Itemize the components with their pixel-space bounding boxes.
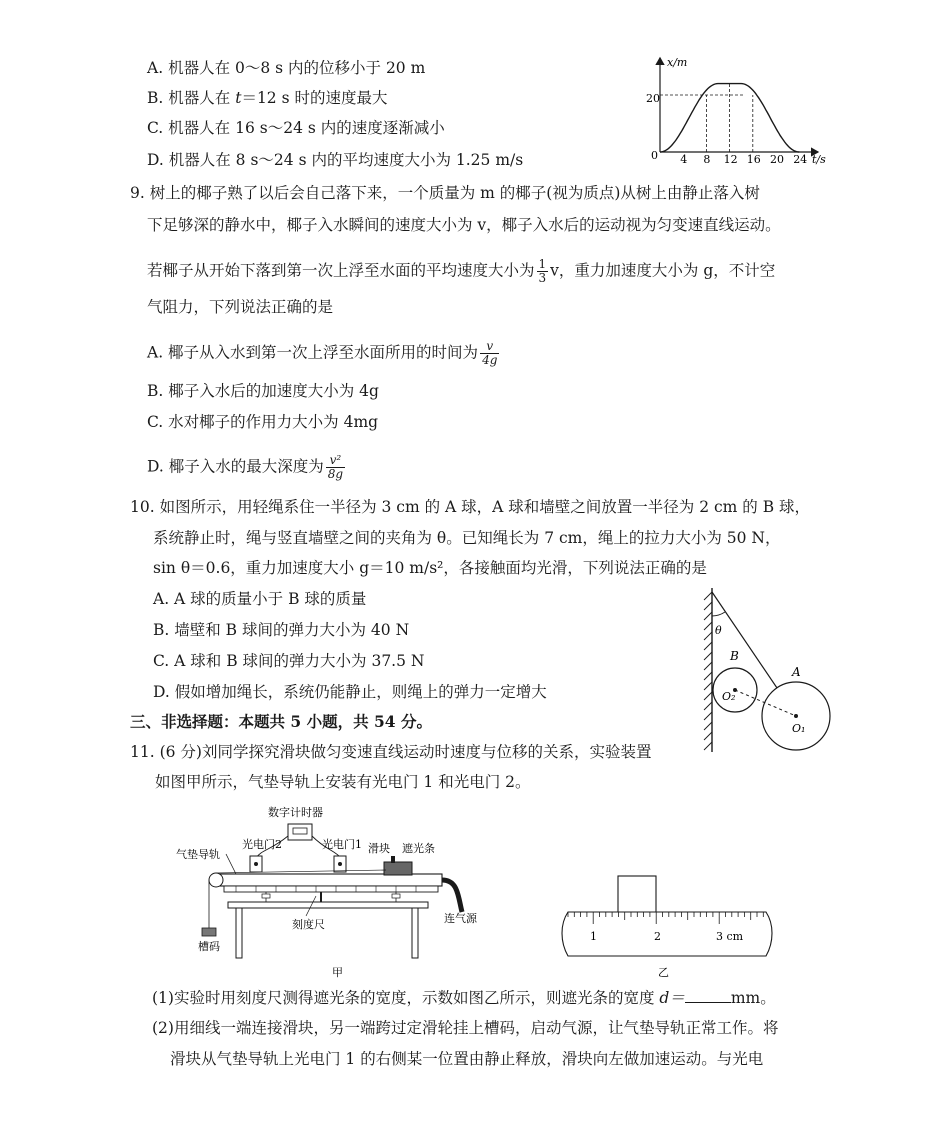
q10-option-c: C. A 球和 B 球间的弹力大小为 37.5 N: [153, 652, 425, 670]
rail-label: 气垫导轨: [176, 848, 220, 861]
air-label: 连气源: [444, 912, 477, 925]
ruler-label: 刻度尺: [292, 918, 325, 931]
label-a: A: [792, 665, 801, 679]
shading-strip-block: [618, 876, 656, 916]
x-tick-16: 16: [746, 153, 761, 166]
origin-label: 0: [651, 149, 658, 162]
ruler-tick-2: 2: [654, 930, 661, 943]
y-tick-20: 20: [646, 92, 660, 105]
section-heading: 三、非选择题：本题共 5 小题，共 54 分。: [130, 712, 432, 731]
wall-hatching: [704, 592, 712, 750]
table-top: [228, 902, 428, 908]
q11-stem-line1: 11. (6 分)刘同学探究滑块做匀变速直线运动时速度与位移的关系，实验装置: [130, 743, 652, 761]
q9-option-c: C. 水对椰子的作用力大小为 4mg: [147, 413, 379, 431]
timer-label: 数字计时器: [268, 806, 323, 819]
q8-option-c: C. 机器人在 16 s～24 s 内的速度逐渐减小: [147, 119, 445, 137]
ruler-tick-1: 1: [590, 930, 597, 943]
q9-stem-line1: 9. 树上的椰子熟了以后会自己落下来，一个质量为 m 的椰子(视为质点)从树上由静止落入树: [130, 184, 760, 202]
air-hose: [442, 880, 462, 912]
caption-jia: 甲: [332, 966, 343, 979]
q10-stem-line1: 10. 如图所示，用轻绳系住一半径为 3 cm 的 A 球，A 球和墙壁之间放置一半径为 2 cm 的 B 球，: [130, 498, 811, 516]
figure-jia: [176, 800, 516, 980]
strip-label: 遮光条: [402, 842, 435, 855]
theta-label: θ: [715, 624, 722, 637]
figure-yi: [556, 872, 786, 980]
q9-stem-line4: 气阻力，下列说法正确的是: [147, 298, 334, 316]
q11-sub1: (1)实验时用刻度尺测得遮光条的宽度，示数如图乙所示，则遮光条的宽度 d＝ mm。: [152, 989, 776, 1007]
q10-figure: [700, 586, 850, 756]
table-leg-left: [236, 908, 242, 958]
q11-sub2-line2: 滑块从气垫导轨上光电门 1 的右侧某一位置由静止释放，滑块向左做加速运动。与光电: [170, 1050, 764, 1068]
pulley: [209, 873, 223, 887]
x-axis-label: t/s: [812, 153, 826, 166]
y-axis-label: x/m: [667, 56, 688, 69]
x-tick-20: 20: [770, 153, 784, 166]
gate1-label: 光电门1: [322, 838, 362, 851]
x-tick-24: 24: [793, 153, 808, 166]
q9-stem-line2: 下足够深的静水中，椰子入水瞬间的速度大小为 v，椰子入水后的运动视为匀变速直线运动。: [147, 216, 781, 234]
shading-strip: [391, 856, 395, 863]
q10-stem-line3: sin θ＝0.6，重力加速度大小 g＝10 m/s²，各接触面均光滑，下列说法正确的是: [153, 559, 707, 577]
q8-xt-chart: [640, 52, 830, 172]
q8-option-a: A. 机器人在 0～8 s 内的位移小于 20 m: [147, 59, 426, 77]
q10-option-a: A. A 球的质量小于 B 球的质量: [153, 590, 367, 608]
table-leg-right: [412, 908, 418, 958]
q9-option-b: B. 椰子入水后的加速度大小为 4g: [147, 382, 379, 400]
x-tick-12: 12: [723, 153, 738, 166]
q10-stem-line2: 系统静止时，绳与竖直墙壁之间的夹角为 θ。已知绳长为 7 cm，绳上的拉力大小为 50 N，: [153, 529, 781, 547]
q10-option-b: B. 墙壁和 B 球间的弹力大小为 40 N: [153, 621, 410, 639]
q11-stem-line2: 如图甲所示，气垫导轨上安装有光电门 1 和光电门 2。: [155, 773, 531, 791]
caption-yi: 乙: [658, 966, 669, 979]
slider: [384, 862, 412, 875]
hanging-weights: [202, 928, 216, 936]
center-o1: [794, 714, 798, 718]
slider-label: 滑块: [368, 842, 390, 855]
label-o1: O₁: [792, 722, 806, 735]
q8-option-b: B. 机器人在 t＝12 s 时的速度最大: [147, 89, 388, 107]
weights-label: 槽码: [198, 940, 220, 953]
theta-arc: [712, 612, 725, 616]
x-tick-8: 8: [703, 153, 711, 166]
label-b: B: [730, 649, 739, 663]
gate2-label: 光电门2: [242, 838, 282, 851]
answer-blank[interactable]: [685, 988, 731, 1003]
label-o2: O₂: [722, 690, 736, 703]
q9-stem-line3: 若椰子从开始下落到第一次上浮至水面的平均速度大小为 $\frac{1}{3}$ v，重力加速度大小为 g，不计空: [147, 257, 776, 285]
q8-option-d: D. 机器人在 8 s～24 s 内的平均速度大小为 1.25 m/s: [147, 151, 524, 169]
q10-option-d: D. 假如增加绳长，系统仍能静止，则绳上的弹力一定增大: [153, 683, 547, 701]
x-tick-4: 4: [680, 153, 688, 166]
ruler-tick-3: 3 cm: [716, 930, 744, 943]
air-track: [218, 874, 442, 886]
q9-option-d: D. 椰子入水的最大深度为 $\frac{\text{v²}}{8g}$: [147, 453, 344, 481]
q9-option-a: A. 椰子从入水到第一次上浮至水面所用的时间为 $\frac{v}{4g}$: [147, 339, 498, 367]
q11-sub2-line1: (2)用细线一端连接滑块，另一端跨过定滑轮挂上槽码，启动气源，让气垫导轨正常工作。将: [152, 1019, 779, 1037]
